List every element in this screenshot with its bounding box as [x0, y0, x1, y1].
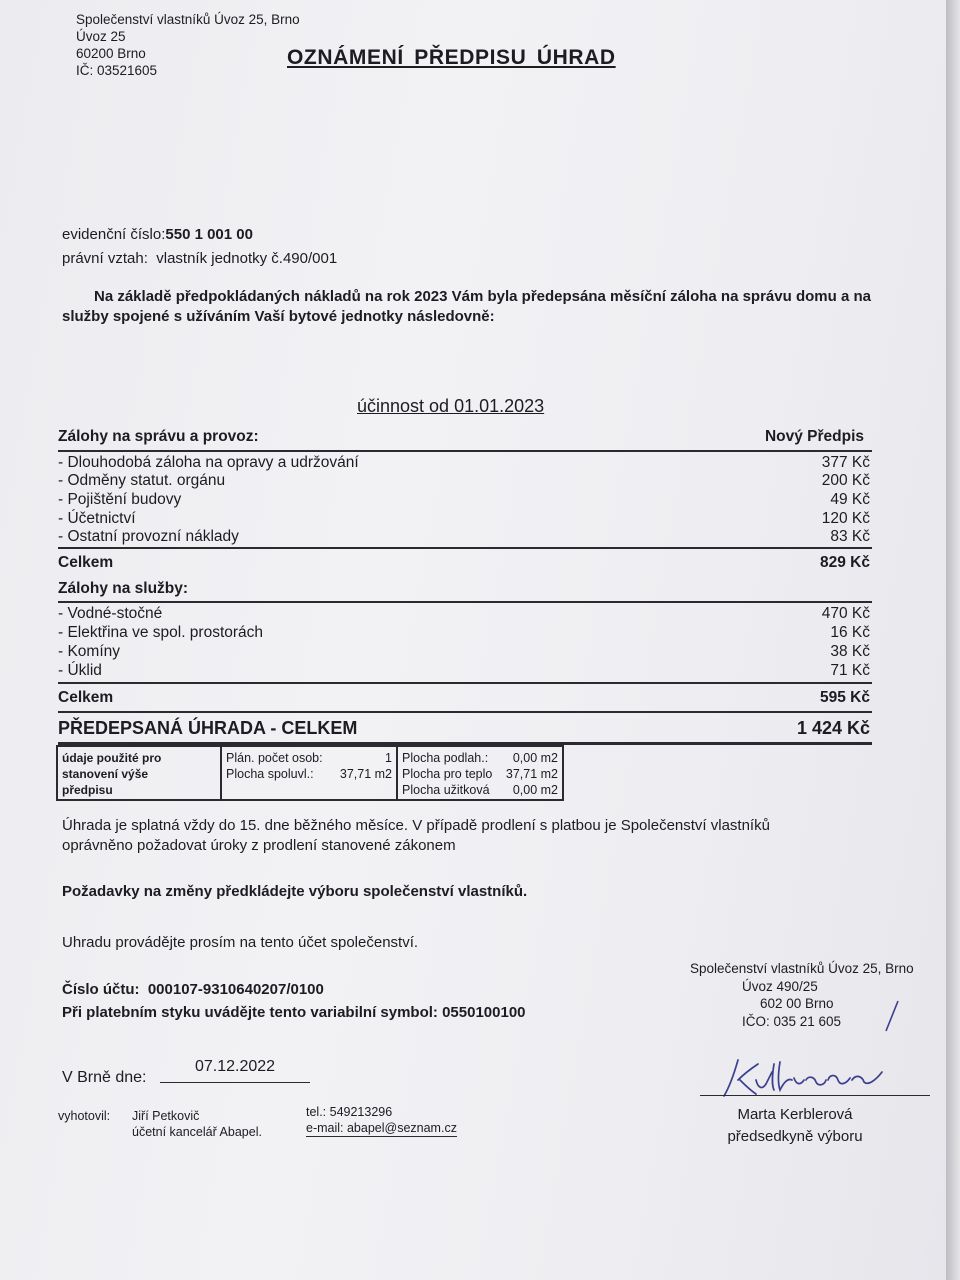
legal-relation [62, 250, 337, 267]
details-heading [58, 747, 222, 799]
issuer-street: Úvoz 25 [76, 29, 126, 44]
account-number [62, 980, 324, 1000]
section2-title: Zálohy na služby: [58, 580, 189, 597]
detail-value: 1 [385, 751, 392, 765]
section2-total [58, 688, 872, 707]
row-label: - Ostatní provozní náklady [58, 528, 239, 545]
evidence-number-value: 550 1 001 00 [165, 226, 253, 243]
table-row [58, 661, 872, 680]
divider [58, 682, 872, 684]
detail-label: Plocha užitková [402, 783, 490, 797]
paper-edge [946, 0, 960, 1280]
evidence-number-label: evidenční číslo: [62, 226, 166, 243]
signatory [700, 1104, 930, 1148]
stamp-line: 602 00 Brno [760, 996, 834, 1011]
account-intro: Uhradu provádějte prosím na tento účet společenství. [62, 934, 419, 951]
account-value: 000107-9310640207/0100 [147, 981, 324, 998]
detail-label: Plán. počet osob: [226, 751, 323, 765]
table-row [58, 509, 872, 528]
date-label: V Brně dne: [62, 1069, 147, 1086]
stamp-line: Společenství vlastníků Úvoz 25, Brno [690, 961, 914, 976]
detail-item [402, 782, 558, 798]
row-label: - Komíny [58, 643, 121, 660]
row-value: 71 Kč [830, 662, 870, 679]
effective-date: účinnost od 01.01.2023 [357, 396, 545, 416]
details-heading-line: stanovení výše [62, 767, 149, 781]
detail-label: Plocha podlah.: [402, 751, 489, 765]
details-areas [398, 747, 562, 799]
intro-paragraph: Na základě předpokládaných nákladů na rok 2023 Vám byla předepsána měsíční záloha na správu domu a na služby spojené s užíváním Vaší bytové jednotky následovně: [62, 288, 871, 325]
variable-symbol-note: Při platebním styku uvádějte tento variabilní symbol: 0550100100 [62, 1004, 526, 1021]
detail-value: 0,00 m2 [512, 751, 558, 765]
table-row [58, 642, 872, 661]
total-label: Celkem [58, 554, 114, 571]
table-row [58, 453, 872, 472]
section1-header [58, 427, 872, 446]
row-label: - Účetnictví [58, 510, 136, 527]
issuer-city: 60200 Brno [76, 46, 146, 61]
divider [58, 601, 872, 603]
grand-total-label: PŘEDEPSANÁ ÚHRADA - CELKEM [58, 718, 358, 738]
column-header: Nový Předpis [764, 428, 864, 445]
evidence-number [62, 226, 253, 243]
section2-header [58, 579, 872, 598]
divider [58, 450, 872, 452]
account-label: Číslo účtu: [62, 981, 140, 998]
due-note-line: oprávněno požadovat úroky z prodlení stanovené zákonem [62, 837, 456, 854]
grand-total-value: 1 424 Kč [796, 718, 870, 738]
row-value: 377 Kč [821, 454, 870, 471]
due-note [62, 816, 770, 856]
signatory-role: předsedkyně výboru [727, 1128, 863, 1145]
changes-note: Požadavky na změny předkládejte výboru společenství vlastníků. [62, 883, 528, 900]
divider [58, 711, 872, 713]
detail-item [226, 766, 392, 782]
table-row [58, 490, 872, 509]
total-value: 595 Kč [820, 689, 870, 706]
details-persons-area [222, 747, 398, 799]
grand-total [58, 717, 872, 739]
signature-line [700, 1095, 930, 1096]
detail-label: Plocha spoluvl.: [226, 767, 314, 781]
contact [306, 1104, 457, 1137]
row-label: - Dlouhodobá záloha na opravy a udržování [58, 454, 359, 471]
section1-title: Zálohy na správu a provoz: [58, 428, 259, 445]
row-value: 120 Kč [821, 510, 870, 527]
detail-label: Plocha pro teplo [402, 767, 493, 781]
detail-value: 37,71 m2 [505, 767, 558, 781]
section1-total [58, 553, 872, 572]
issue-date [62, 1068, 147, 1088]
stamp-line: Úvoz 490/25 [742, 978, 818, 994]
signatory-name: Marta Kerblerová [737, 1106, 853, 1123]
row-value: 470 Kč [821, 605, 870, 622]
divider [58, 547, 872, 549]
prepared-by [132, 1108, 262, 1140]
detail-item [402, 766, 558, 782]
issuer-ico: IČ: 03521605 [76, 63, 158, 78]
contact-email: e-mail: abapel@seznam.cz [306, 1121, 457, 1135]
prepared-by-label: vyhotovil: [58, 1109, 111, 1123]
calculation-details-box [56, 745, 564, 801]
preparer-name: Jiří Petkovič [132, 1109, 200, 1123]
total-label: Celkem [58, 689, 114, 706]
contact-phone: tel.: 549213296 [306, 1105, 393, 1119]
row-label: - Pojištění budovy [58, 491, 182, 508]
issuer-address [76, 11, 300, 79]
row-label: - Vodné-stočné [58, 605, 163, 622]
detail-value: 0,00 m2 [512, 783, 558, 797]
detail-value: 37,71 m2 [339, 767, 392, 781]
table-row [58, 471, 872, 490]
detail-item [402, 750, 558, 766]
due-note-line: Úhrada je splatná vždy do 15. dne běžného měsíce. V případě prodlení s platbou je Společenství vlastníků [62, 817, 770, 834]
row-value: 83 Kč [830, 528, 870, 545]
document-title: OZNÁMENÍ PŘEDPISU ÚHRAD [287, 46, 616, 69]
detail-item [226, 750, 392, 766]
total-value: 829 Kč [820, 554, 870, 571]
table-row [58, 623, 872, 642]
row-label: - Odměny statut. orgánu [58, 472, 226, 489]
row-value: 38 Kč [830, 643, 870, 660]
stamp-mark [880, 998, 904, 1034]
issuer-name: Společenství vlastníků Úvoz 25, Brno [76, 12, 300, 27]
table-row [58, 527, 872, 546]
details-heading-line: údaje použité pro [62, 751, 162, 765]
row-label: - Úklid [58, 662, 102, 679]
date-value: 07.12.2022 [160, 1058, 310, 1083]
stamp-line: IČO: 035 21 605 [742, 1013, 842, 1029]
preparer-office: účetní kancelář Abapel. [132, 1125, 262, 1139]
row-value: 49 Kč [830, 491, 870, 508]
legal-relation-value: vlastník jednotky č.490/001 [156, 250, 338, 267]
row-value: 200 Kč [821, 472, 870, 489]
legal-relation-label: právní vztah: [62, 250, 148, 267]
row-label: - Elektřina ve spol. prostorách [58, 624, 264, 641]
table-row [58, 604, 872, 623]
details-heading-line: předpisu [62, 783, 113, 797]
row-value: 16 Kč [830, 624, 870, 641]
